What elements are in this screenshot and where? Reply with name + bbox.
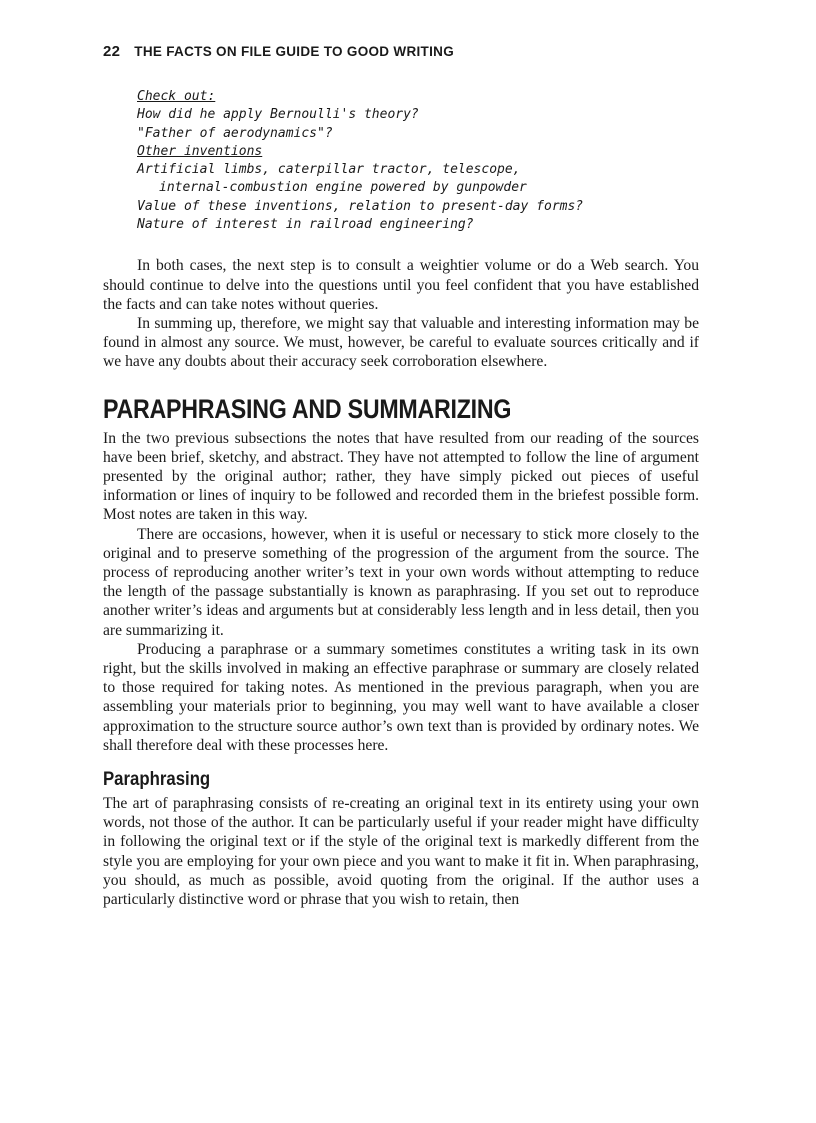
notes-line: Other inventions (137, 143, 263, 159)
page-number: 22 (103, 43, 121, 60)
body-paragraph: In summing up, therefore, we might say that valuable and interesting information may be found in almost any source. We must, however, be careful to evaluate sources critically and if we have any doubts about their accuracy seek corroboration elsewhere. (103, 314, 699, 371)
subsection-heading: Paraphrasing (103, 768, 211, 791)
notes-line: Check out: (137, 89, 216, 104)
body-paragraph: There are occasions, however, when it is useful or necessary to stick more closely to the original and to preserve something of the progression of the argument from the source. The process of reproducing another writer’s text in your own words without attempting to reduce the length of the passage substantially is known as paraphrasing. If you set out to reproduce another writer’s ideas and arguments but at considerably less length and in less detail, then you are summarizing it. (103, 525, 699, 639)
body-paragraph: Producing a paraphrase or a summary sometimes constitutes a writing task in its own right, but the skills involved in making an effective paraphrase or summary are closely related to those required for taking notes. As mentioned in the previous paragraph, when you are assembling your materials prior to beginning, you may well want to have available a closer approximation to the structure source author’s own text than is provided by ordinary notes. We shall therefore deal with these processes here. (103, 640, 699, 754)
book-page (103, 42, 699, 909)
notes-line: How did he apply Bernoulli's theory? (137, 107, 419, 123)
notes-line: Artificial limbs, caterpillar tractor, telescope, (137, 162, 521, 178)
running-title: THE FACTS ON FILE GUIDE TO GOOD WRITING (134, 44, 454, 59)
notes-line: Nature of interest in railroad engineering? (137, 217, 474, 233)
body-paragraph: In both cases, the next step is to consult a weightier volume or do a Web search. You should continue to delve into the questions until you feel confident that you have established the facts and can take notes without queries. (103, 257, 699, 313)
body-paragraph: The art of paraphrasing consists of re-creating an original text in its entirety using your own words, not those of the author. It can be particularly useful if your reader might have difficulty in following the original text or if the style of the original text is markedly different from the style you are employing for your own piece and you want to make it fit in. When paraphrasing, you should, as much as possible, avoid quoting from the original. If the author uses a particularly distinctive word or phrase that you wish to retain, then (103, 795, 699, 909)
handwritten-notes (137, 88, 699, 234)
section-heading: PARAPHRASING AND SUMMARIZING (103, 393, 512, 424)
body-paragraph: In the two previous subsections the notes that have resulted from our reading of the sources have been brief, sketchy, and abstract. They have not attempted to follow the line of argument presented by the original author; rather, they have simply picked out pieces of useful information or lines of inquiry to be followed and recorded them in the briefest possible form. Most notes are taken in this way. (103, 429, 699, 524)
notes-line: "Father of aerodynamics"? (137, 125, 333, 141)
running-head (103, 42, 699, 62)
notes-line: internal-combustion engine powered by gunpowder (159, 180, 527, 196)
notes-line: Value of these inventions, relation to present-day forms? (137, 198, 584, 214)
